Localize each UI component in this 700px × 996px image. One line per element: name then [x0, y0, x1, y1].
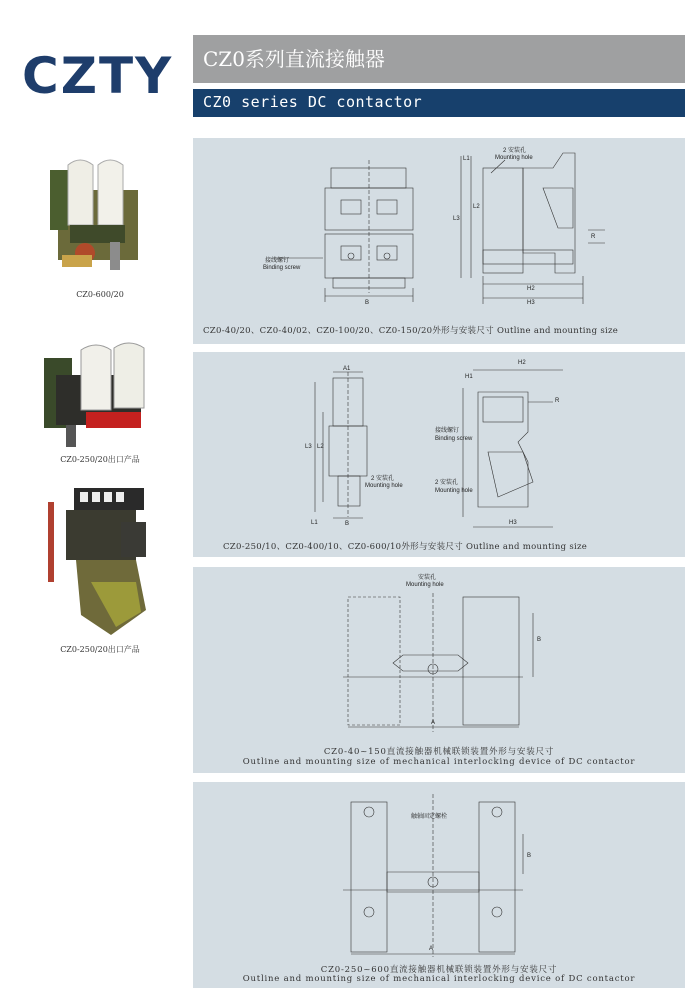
panel-caption-4-cn: CZ0-250~600直流接触器机械联锁装置外形与安装尺寸	[320, 965, 558, 975]
panel-caption-3-en: Outline and mounting size of mechanical interlocking device of DC contactor	[242, 757, 636, 767]
mount-hole-label-cn: 2 安装孔	[503, 148, 527, 154]
outline-drawing-1	[193, 138, 685, 344]
dim-b: B	[537, 637, 542, 643]
panel-caption-1: CZ0-40/20、CZ0-40/02、CZ0-100/20、CZ0-150/20外形与安装尺寸 Outline and mounting size	[203, 326, 619, 336]
mount-hole-label-en: Mounting hole	[365, 483, 403, 489]
dim-h2: H2	[518, 360, 526, 366]
dim-l3: L3	[305, 444, 312, 450]
product-photo-czo-250-20-a	[36, 340, 161, 450]
interlock-drawing-2	[193, 782, 685, 988]
mount-hole-label-en: Mounting hole	[406, 582, 444, 588]
dim-h1: H1	[465, 374, 473, 380]
dim-l2: L2	[317, 444, 324, 450]
dim-l2: L2	[473, 204, 480, 210]
dim-h3: H3	[509, 520, 517, 526]
drawing-panel-3	[193, 567, 685, 773]
company-logo: CZTY	[22, 47, 174, 105]
mount-hole-label-en: Mounting hole	[495, 155, 533, 161]
mount-hole2-label-cn: 2 安装孔	[435, 480, 459, 486]
product-caption: CZ0-600/20	[76, 290, 124, 299]
mount-hole-label-cn: 2 安装孔	[371, 476, 395, 482]
page-title-cn: CZ0系列直流接触器	[203, 47, 385, 71]
mount-hole-label-cn: 安装孔	[418, 575, 437, 581]
subtitle-bar	[193, 89, 685, 117]
binding-screw-label-en: Binding screw	[435, 436, 473, 442]
fix-bolt-label-cn: 触轴固定螺栓	[411, 814, 448, 820]
dim-b: B	[365, 300, 370, 306]
dim-b: B	[527, 853, 532, 859]
drawing-panel-1	[193, 138, 685, 344]
dim-r: R	[555, 398, 560, 404]
dim-a: A	[431, 720, 436, 726]
mount-hole2-label-en: Mounting hole	[435, 488, 473, 494]
dim-l3: L3	[453, 216, 460, 222]
dim-h3: H3	[527, 300, 535, 306]
dim-a1: A1	[343, 366, 351, 372]
product-caption: CZ0-250/20出口产品	[60, 645, 140, 654]
binding-screw-label-en: Binding screw	[263, 265, 301, 271]
interlock-drawing-1	[193, 567, 685, 773]
dim-r: R	[591, 234, 596, 240]
drawing-panel-2	[193, 352, 685, 557]
drawing-panel-4	[193, 782, 685, 988]
binding-screw-label-cn: 接线螺钉	[435, 428, 460, 434]
dim-a: A	[429, 946, 434, 952]
dim-h2: H2	[527, 286, 535, 292]
product-caption: CZ0-250/20出口产品	[60, 455, 140, 464]
product-photo-czo-250-20-b	[36, 482, 161, 637]
dim-b: B	[345, 521, 350, 527]
page-title-en: CZ0 series DC contactor	[203, 93, 423, 111]
title-bar	[193, 35, 685, 83]
product-photo-czo-600-20	[40, 150, 160, 285]
dim-l1: L1	[463, 156, 470, 162]
outline-drawing-2	[193, 352, 685, 557]
dim-l1: L1	[311, 520, 318, 526]
panel-caption-3-cn: CZ0-40~150直流接触器机械联锁装置外形与安装尺寸	[323, 747, 555, 757]
panel-caption-2: CZ0-250/10、CZ0-400/10、CZ0-600/10外形与安装尺寸 Outline and mounting size	[223, 542, 588, 552]
binding-screw-label-cn: 接线螺钉	[265, 258, 290, 264]
panel-caption-4-en: Outline and mounting size of mechanical interlocking device of DC contactor	[242, 974, 636, 984]
